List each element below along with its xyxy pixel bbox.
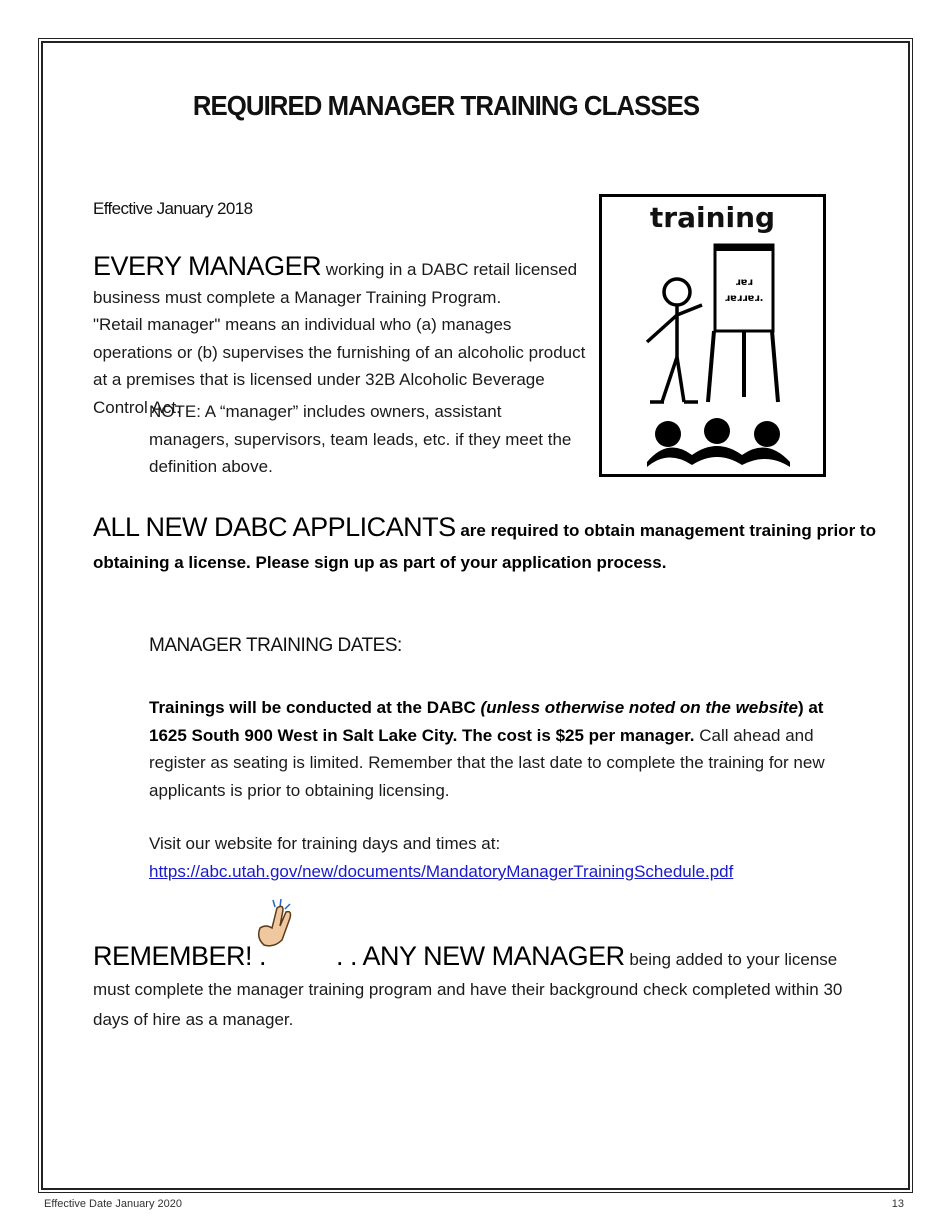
remember-paragraph xyxy=(93,941,873,1035)
training-schedule-link[interactable]: https://abc.utah.gov/new/documents/MandatoryManagerTrainingSchedule.pdf xyxy=(149,861,734,881)
footer-page-number: 13 xyxy=(891,1198,904,1210)
retail-manager-definition: "Retail manager" means an individual who (a) manages operations or (b) supervises the furnishing of an alcoholic product at a premises that is licensed under 32B Alcoholic Beverage Control Act. xyxy=(93,315,586,417)
footer-effective-date: Effective Date January 2020 xyxy=(44,1198,182,1210)
trainings-normal: Call ahead and register as seating is limited. Remember that the last date to complete the training for new applicants is prior to obtaining licensing. xyxy=(149,725,825,800)
effective-date: Effective January 2018 xyxy=(93,199,253,218)
trainings-bold-start: Trainings will be conducted at the DABC xyxy=(149,698,481,717)
applicants-lead: ALL NEW DABC APPLICANTS xyxy=(93,512,456,542)
training-dates-heading: MANAGER TRAINING DATES: xyxy=(149,635,402,656)
applicants-paragraph xyxy=(93,511,883,579)
training-image xyxy=(599,194,826,477)
every-manager-lead: EVERY MANAGER xyxy=(93,251,322,281)
board-text-2: ɹɐɹɹɐɹ. xyxy=(724,293,764,304)
note-paragraph: NOTE: A “manager” includes owners, assistant managers, supervisors, team leads, etc. if they meet the definition above. xyxy=(149,402,572,476)
trainings-italic: (unless otherwise noted on the website xyxy=(480,698,798,717)
visit-paragraph xyxy=(149,830,869,885)
training-image-label: training xyxy=(649,201,776,234)
trainings-paragraph xyxy=(149,694,849,804)
visit-text: Visit our website for training days and times at: xyxy=(149,834,501,853)
remember-lead: REMEMBER! . xyxy=(93,941,267,971)
board-text-1: ɹɐɹ xyxy=(735,277,753,288)
every-manager-text: working in a DABC retail licensed business must complete a Manager Training Program. xyxy=(93,260,578,307)
any-new-manager-lead: . . ANY NEW MANAGER xyxy=(336,941,625,971)
training-presentation-icon xyxy=(602,197,823,474)
every-manager-paragraph xyxy=(93,253,593,421)
applicants-text: are required to obtain management training prior to obtaining a license. Please sign up as part of your application process. xyxy=(93,521,876,572)
remember-text: being added to your license must complete the manager training program and have their background check completed within 30 days of hire as a manager. xyxy=(93,950,843,1029)
page-title: REQUIRED MANAGER TRAINING CLASSES xyxy=(192,90,700,121)
trainings-bold-end: ) at 1625 South 900 West in Salt Lake City. The cost is $25 per manager. xyxy=(149,698,824,745)
